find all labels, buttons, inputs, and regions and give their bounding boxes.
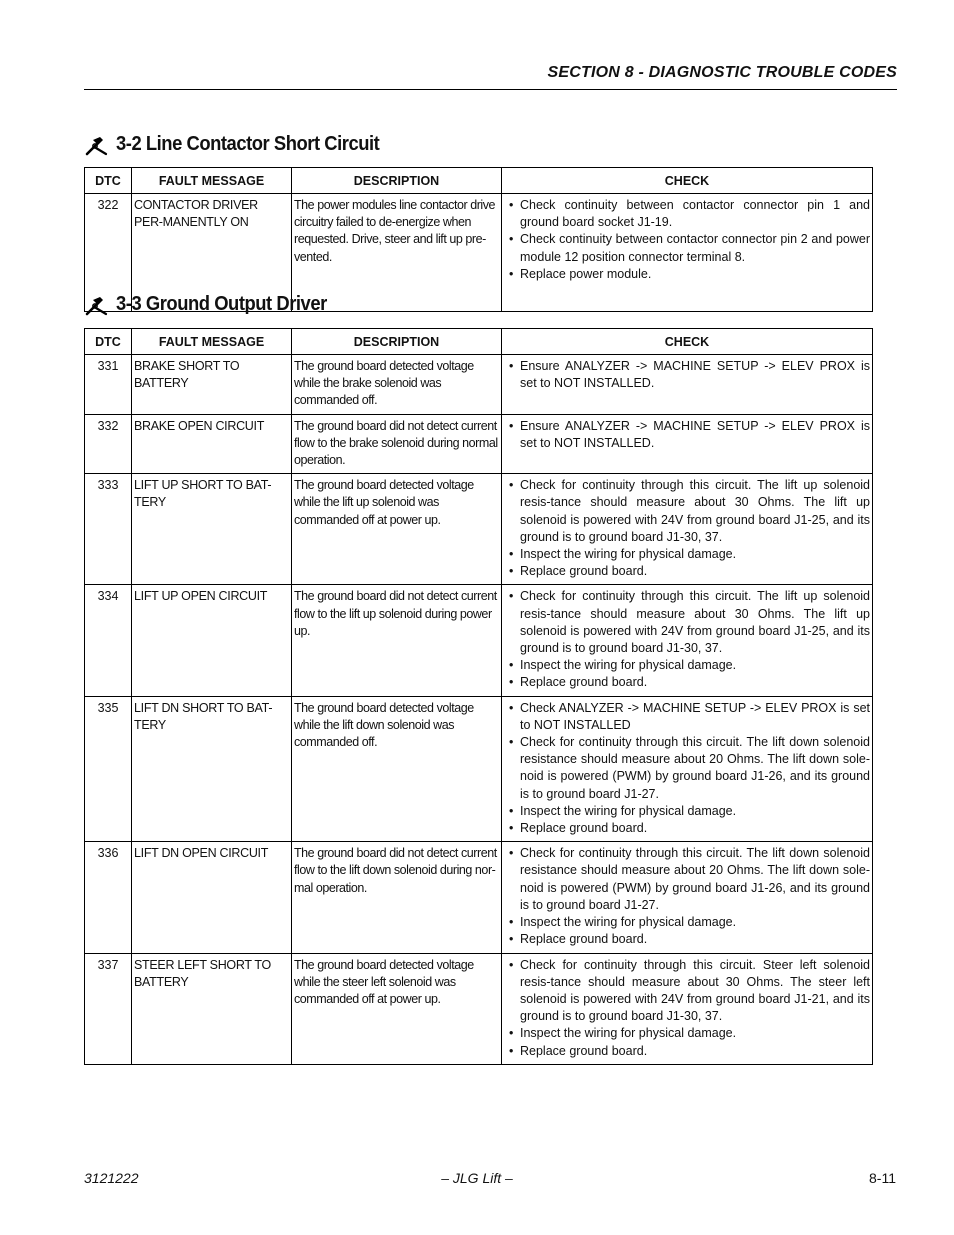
check-steps bbox=[502, 355, 873, 415]
check-item: • Replace ground board. bbox=[504, 563, 870, 580]
check-steps bbox=[502, 194, 873, 312]
fault-description: The power modules line contactor drive circuitry failed to de-energize when requested. Drive, steer and lift up pre-vented. bbox=[292, 194, 502, 312]
fault-description: The ground board detected voltage while the steer left solenoid was commanded off at power up. bbox=[292, 953, 502, 1064]
check-item: • Check for continuity through this circuit. The lift up solenoid resis-tance should measure about 30 Ohms. The lift up solenoid is powered with 24V from ground board J1-25, and its ground is to ground board J1-30, 37. bbox=[504, 588, 870, 657]
fault-message: LIFT UP OPEN CIRCUIT bbox=[132, 585, 292, 696]
fault-message: STEER LEFT SHORT TO BATTERY bbox=[132, 953, 292, 1064]
dtc-code: 331 bbox=[85, 355, 132, 415]
check-item: • Inspect the wiring for physical damage. bbox=[504, 914, 870, 931]
column-header-check: CHECK bbox=[502, 329, 873, 355]
wrench-hammer-icon bbox=[84, 134, 110, 156]
table-header-row bbox=[85, 329, 873, 355]
table-row bbox=[85, 474, 873, 585]
fault-message: LIFT UP SHORT TO BAT-TERY bbox=[132, 474, 292, 585]
dtc-table-3-2 bbox=[84, 167, 873, 312]
check-steps bbox=[502, 414, 873, 474]
column-header-check: CHECK bbox=[502, 168, 873, 194]
check-item: • Replace ground board. bbox=[504, 931, 870, 948]
fault-description: The ground board detected voltage while the lift down solenoid was commanded off. bbox=[292, 696, 502, 842]
check-item: • Check continuity between contactor connector pin 1 and ground board socket J1-19. bbox=[504, 197, 870, 231]
check-item: • Inspect the wiring for physical damage. bbox=[504, 1025, 870, 1042]
check-item: • Check continuity between contactor connector pin 2 and power module 12 position connector terminal 8. bbox=[504, 231, 870, 265]
fault-description: The ground board did not detect current flow to the lift down solenoid during nor-mal operation. bbox=[292, 842, 502, 953]
fault-message: LIFT DN OPEN CIRCUIT bbox=[132, 842, 292, 953]
table-row bbox=[85, 414, 873, 474]
page-number: 8-11 bbox=[869, 1170, 896, 1186]
section-title: 3-2 Line Contactor Short Circuit bbox=[116, 133, 380, 155]
fault-description: The ground board detected voltage while the brake solenoid was commanded off. bbox=[292, 355, 502, 415]
fault-message: LIFT DN SHORT TO BAT-TERY bbox=[132, 696, 292, 842]
column-header-fault-message: FAULT MESSAGE bbox=[132, 329, 292, 355]
check-item: • Check for continuity through this circuit. Steer left solenoid resis-tance should measure about 30 Ohms. The steer left solenoid is powered with 24V from ground board J1-21, and its ground is to ground board J1-30, 37. bbox=[504, 957, 870, 1026]
dtc-code: 334 bbox=[85, 585, 132, 696]
column-header-description: DESCRIPTION bbox=[292, 168, 502, 194]
check-item: • Inspect the wiring for physical damage. bbox=[504, 657, 870, 674]
header-divider bbox=[84, 89, 897, 90]
section-header-title: SECTION 8 - DIAGNOSTIC TROUBLE CODES bbox=[547, 64, 897, 81]
check-steps bbox=[502, 585, 873, 696]
check-steps bbox=[502, 953, 873, 1064]
table-row bbox=[85, 585, 873, 696]
check-item: • Check ANALYZER -> MACHINE SETUP -> ELEV PROX is set to NOT INSTALLED bbox=[504, 700, 870, 734]
fault-message: BRAKE OPEN CIRCUIT bbox=[132, 414, 292, 474]
dtc-code: 336 bbox=[85, 842, 132, 953]
document-number: 3121222 bbox=[84, 1170, 139, 1186]
dtc-code: 333 bbox=[85, 474, 132, 585]
fault-description: The ground board did not detect current flow to the brake solenoid during normal operation. bbox=[292, 414, 502, 474]
wrench-hammer-icon bbox=[84, 294, 110, 316]
check-item: • Replace ground board. bbox=[504, 674, 870, 691]
table-header-row bbox=[85, 168, 873, 194]
check-steps bbox=[502, 842, 873, 953]
check-steps bbox=[502, 696, 873, 842]
table-row bbox=[85, 696, 873, 842]
check-item: • Replace ground board. bbox=[504, 1043, 870, 1060]
section-title: 3-3 Ground Output Driver bbox=[116, 293, 327, 315]
column-header-fault-message: FAULT MESSAGE bbox=[132, 168, 292, 194]
fault-description: The ground board did not detect current flow to the lift up solenoid during power up. bbox=[292, 585, 502, 696]
check-item: • Inspect the wiring for physical damage. bbox=[504, 803, 870, 820]
dtc-code: 337 bbox=[85, 953, 132, 1064]
table-row bbox=[85, 355, 873, 415]
fault-message: CONTACTOR DRIVER PER-MANENTLY ON bbox=[132, 194, 292, 312]
footer-brand: – JLG Lift – bbox=[441, 1170, 513, 1186]
table-row bbox=[85, 953, 873, 1064]
column-header-dtc: DTC bbox=[85, 168, 132, 194]
check-item: • Check for continuity through this circuit. The lift down solenoid resistance should measure about 20 Ohms. The lift down sole-noid is powered (PWM) by ground board J1-26, and its ground is to ground board J1-27. bbox=[504, 734, 870, 803]
dtc-code: 322 bbox=[85, 194, 132, 312]
check-item: • Ensure ANALYZER -> MACHINE SETUP -> ELEV PROX is set to NOT INSTALLED. bbox=[504, 418, 870, 452]
fault-message: BRAKE SHORT TO BATTERY bbox=[132, 355, 292, 415]
dtc-code: 335 bbox=[85, 696, 132, 842]
column-header-description: DESCRIPTION bbox=[292, 329, 502, 355]
section-heading-3-2 bbox=[84, 133, 402, 156]
column-header-dtc: DTC bbox=[85, 329, 132, 355]
check-item: • Inspect the wiring for physical damage. bbox=[504, 546, 870, 563]
table-row bbox=[85, 842, 873, 953]
check-item: • Replace ground board. bbox=[504, 820, 870, 837]
check-item: • Replace power module. bbox=[504, 266, 870, 283]
check-steps bbox=[502, 474, 873, 585]
dtc-code: 332 bbox=[85, 414, 132, 474]
check-item: • Ensure ANALYZER -> MACHINE SETUP -> ELEV PROX is set to NOT INSTALLED. bbox=[504, 358, 870, 392]
check-item: • Check for continuity through this circuit. The lift up solenoid resis-tance should measure about 30 Ohms. The lift up solenoid is powered with 24V from ground board J1-25, and its ground is to ground board J1-30, 37. bbox=[504, 477, 870, 546]
fault-description: The ground board detected voltage while the lift up solenoid was commanded off at power up. bbox=[292, 474, 502, 585]
section-heading-3-3 bbox=[84, 293, 345, 316]
dtc-table-3-3 bbox=[84, 328, 873, 1065]
check-item: • Check for continuity through this circuit. The lift down solenoid resistance should measure about 20 Ohms. The lift down sole-noid is powered (PWM) by ground board J1-26, and its ground is to ground board J1-27. bbox=[504, 845, 870, 914]
